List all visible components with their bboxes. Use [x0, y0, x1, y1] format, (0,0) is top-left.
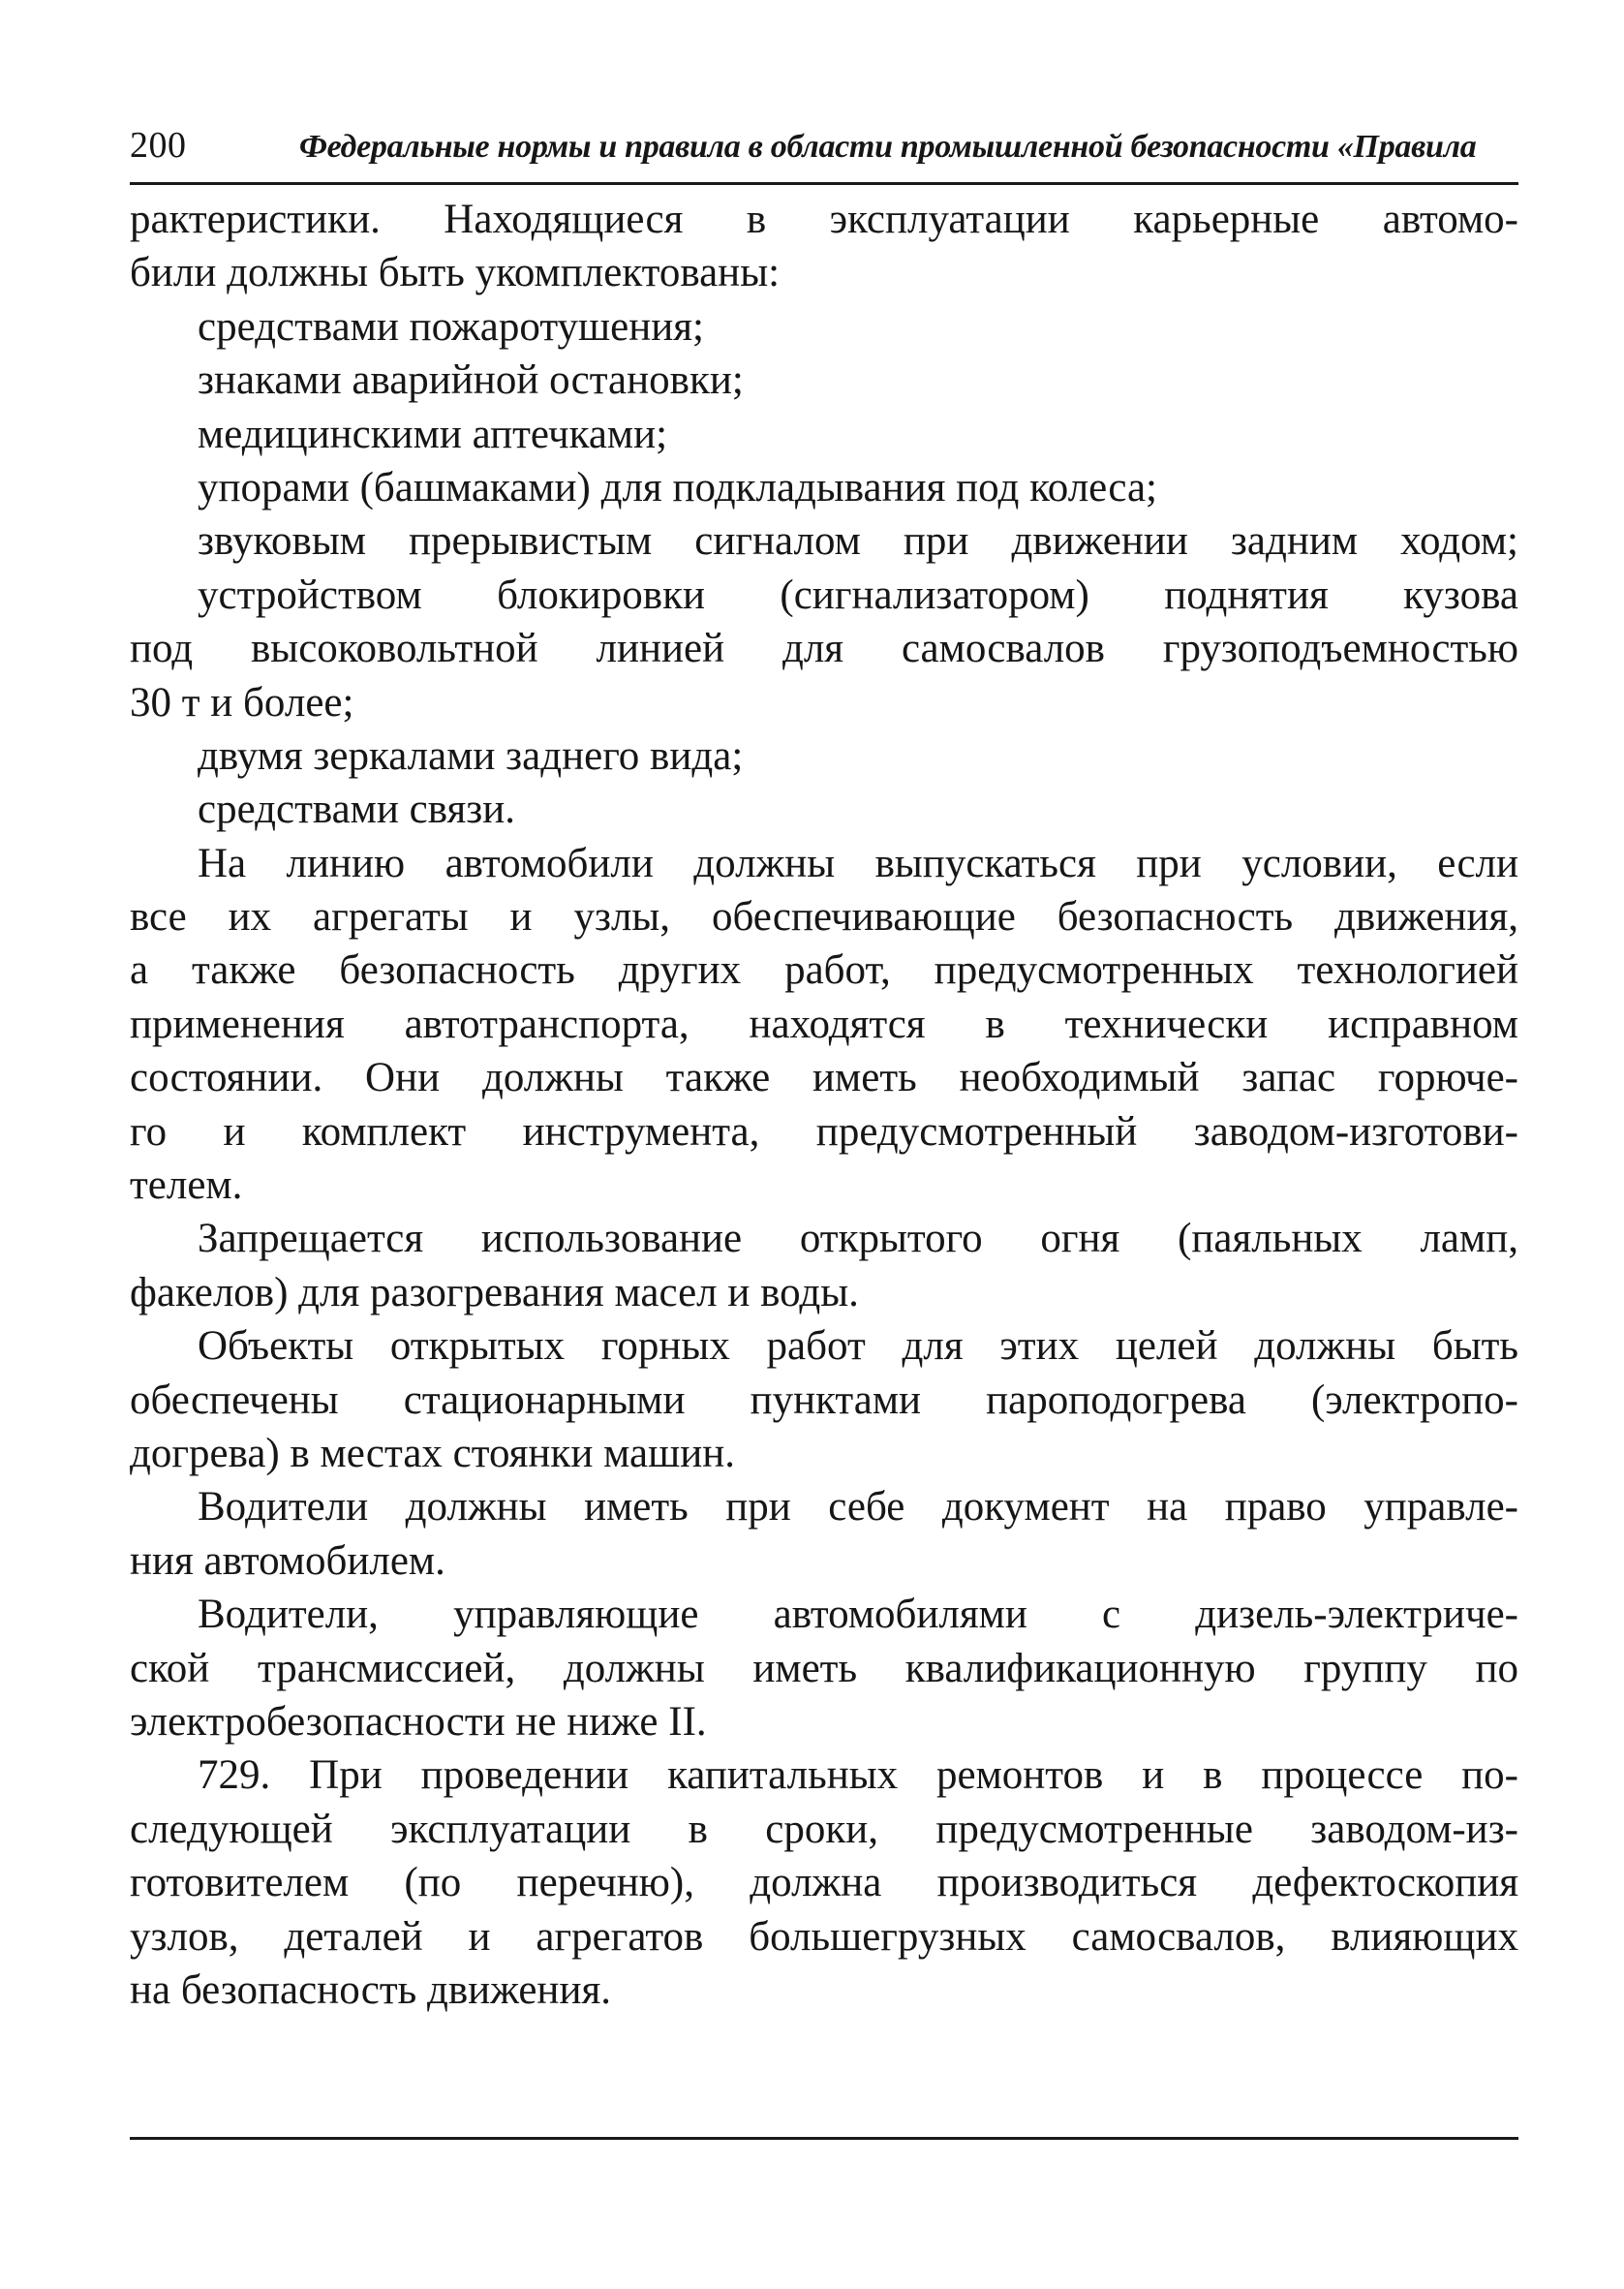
text-line: упорами (башмаками) для подкладывания под колеса;: [198, 464, 1157, 510]
text-line: Запрещается использование открытого огня (паяльных ламп,: [198, 1216, 1518, 1262]
text-line: Водители должны иметь при себе документ на право управле-: [198, 1484, 1518, 1531]
text-line: состоянии. Они должны также иметь необходимый запас горюче-: [130, 1055, 1518, 1101]
text-line: устройством блокировки (сигнализатором) поднятия кузова: [198, 572, 1518, 618]
text-line: Водители, управляющие автомобилями с дизель-электриче-: [198, 1592, 1518, 1638]
text-line: обеспечены стационарными пунктами пароподогрева (электропо-: [130, 1376, 1518, 1423]
text-line: ния автомобилем.: [130, 1537, 445, 1584]
text-line: рактеристики. Находящиеся в эксплуатации карьерные автомо-: [130, 197, 1518, 242]
text-line: двумя зеркалами заднего вида;: [198, 732, 744, 779]
footer-rule: [130, 2137, 1518, 2140]
text-line: все их агрегаты и узлы, обеспечивающие безопасность движения,: [130, 894, 1518, 941]
text-line: электробезопасности не ниже II.: [130, 1698, 707, 1745]
text-line: следующей эксплуатации в сроки, предусмотренные заводом-из-: [130, 1806, 1518, 1852]
text-line: а также безопасность других работ, предусмотренных технологией: [130, 947, 1518, 994]
page-number: 200: [130, 125, 187, 166]
text-line: медицинскими аптечками;: [198, 411, 668, 457]
text-line: звуковым прерывистым сигналом при движении задним ходом;: [198, 518, 1518, 565]
text-line: применения автотранспорта, находятся в технически исправном: [130, 1001, 1518, 1047]
text-line: били должны быть укомплектованы:: [130, 250, 781, 296]
body-text: [130, 193, 1518, 2017]
text-line: 729. При проведении капитальных ремонтов и в процессе по-: [198, 1752, 1518, 1799]
text-line: готовителем (по перечню), должна производиться дефектоскопия: [130, 1860, 1518, 1906]
running-header: [130, 124, 1518, 185]
text-line: 30 т и более;: [130, 679, 354, 726]
text-line: средствами пожаротушения;: [198, 303, 704, 350]
text-line: На линию автомобили должны выпускаться при условии, если: [198, 840, 1518, 886]
text-line: телем.: [130, 1162, 243, 1209]
text-line: на безопасность движения.: [130, 1966, 611, 2013]
running-title: Федеральные нормы и правила в области промышленной безопасности «Правила: [299, 129, 1477, 165]
text-line: узлов, деталей и агрегатов большегрузных самосвалов, влияющих: [130, 1913, 1518, 1960]
text-line: Объекты открытых горных работ для этих целей должны быть: [198, 1323, 1518, 1370]
text-line: го и комплект инструмента, предусмотренный заводом-изготови-: [130, 1108, 1518, 1155]
text-line: средствами связи.: [198, 787, 516, 833]
text-line: догрева) в местах стоянки машин.: [130, 1430, 735, 1476]
text-line: знаками аварийной остановки;: [198, 357, 744, 404]
text-line: под высоковольтной линией для самосвалов грузоподъемностью: [130, 626, 1518, 672]
text-line: факелов) для разогревания масел и воды.: [130, 1269, 859, 1315]
text-line: ской трансмиссией, должны иметь квалификационную группу по: [130, 1645, 1518, 1691]
book-page: [130, 124, 1518, 2017]
